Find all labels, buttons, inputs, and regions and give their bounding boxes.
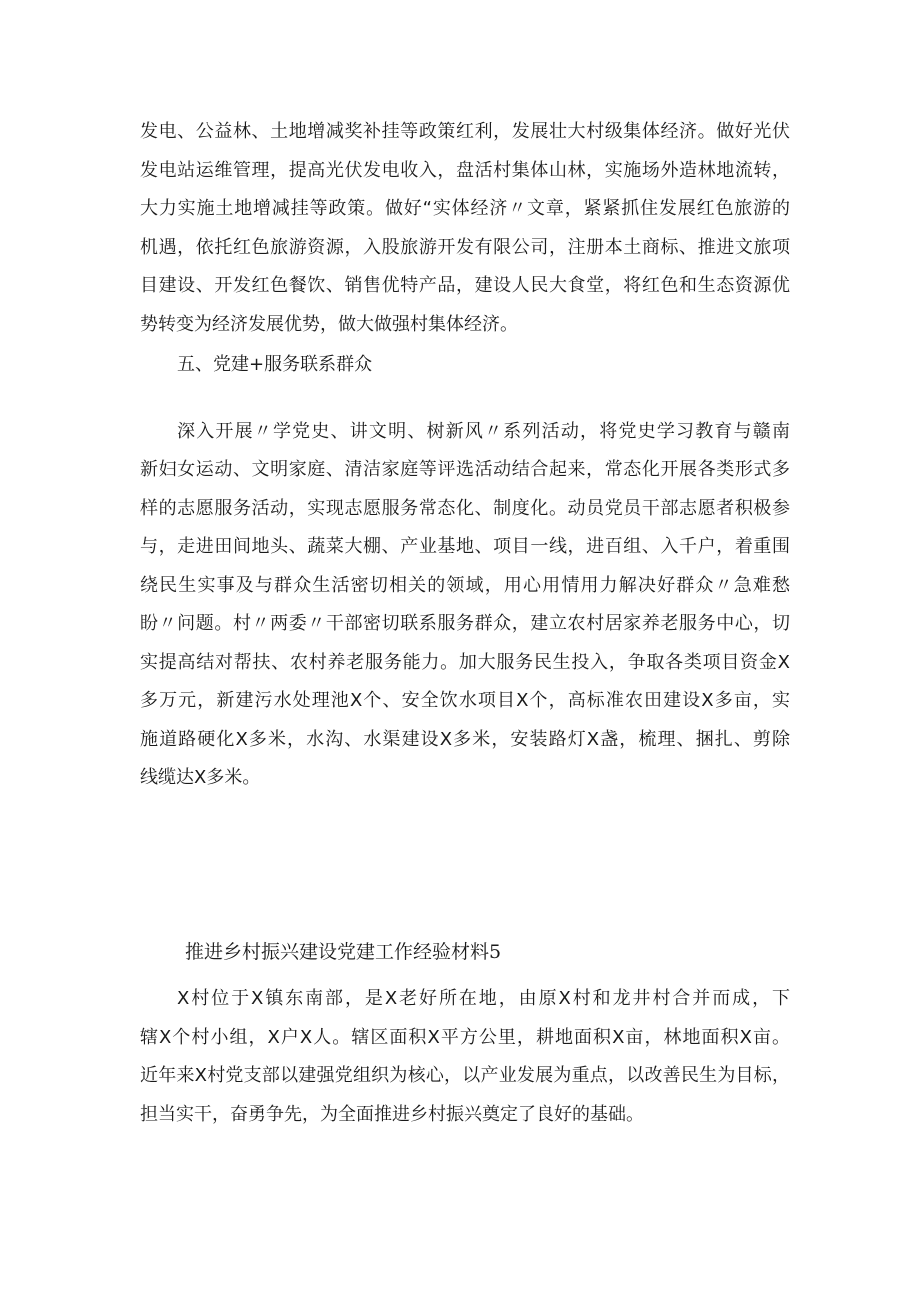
paragraph-line: 线缆达X多米。 xyxy=(140,767,261,788)
paragraph-line: X村位于X镇东南部，是X老好所在地，由原X村和龙井村合并而成，下 xyxy=(177,988,790,1009)
paragraph-line: 新妇女运动、文明家庭、清洁家庭等评选活动结合起来，常态化开展各类形式多 xyxy=(140,459,790,480)
paragraph-village-intro xyxy=(140,980,790,1134)
paragraph-line: 深入开展〃学党史、讲文明、树新风〃系列活动，将党史学习教育与赣南 xyxy=(177,420,790,442)
paragraph-line: 盼〃问题。村〃两委〃干部密切联系服务群众，建立农村居家养老服务中心，切 xyxy=(140,613,790,634)
paragraph-line: 机遇，依托红色旅游资源，入股旅游开发有限公司，注册本土商标、推进文旅项 xyxy=(140,236,790,258)
paragraph-line: 发电、公益林、土地增减奖补挂等政策红利，发展壮大村级集体经济。做好光伏 xyxy=(140,121,790,142)
paragraph-line: 与，走进田间地头、蔬菜大棚、产业基地、项目一线，进百组、入千户，着重围 xyxy=(140,536,790,557)
paragraph-line: 绕民生实事及与群众生活密切相关的领域，用心用情用力解决好群众〃急难愁 xyxy=(140,574,790,596)
paragraph-line: 势转变为经济发展优势，做大做强村集体经济。 xyxy=(140,313,518,335)
paragraph-line: 大力实施土地增减挂等政策。做好“实体经济〃文章，紧紧抓住发展红色旅游的 xyxy=(140,198,790,219)
paragraph-line: 施道路硬化X多米，水沟、水渠建设X多米，安装路灯X盏，梳理、捆扎、剪除 xyxy=(140,728,790,750)
paragraph-line: 辖X个村小组，X户X人。辖区面积X平方公里，耕地面积X亩，林地面积X亩。 xyxy=(140,1026,790,1048)
paragraph-line: 实提高结对帮扶、农村养老服务能力。加大服务民生投入，争取各类项目资金X xyxy=(140,651,790,673)
document-title: 推进乡村振兴建设党建工作经验材料5 xyxy=(185,941,502,963)
paragraph-collective-economy xyxy=(140,113,790,344)
paragraph-line: 目建设、开发红色餐饮、销售优特产品，建设人民大食堂，将红色和生态资源优 xyxy=(140,275,790,296)
paragraph-line: 发电站运维管理，提高光伏发电收入，盘活村集体山林，实施场外造林地流转， xyxy=(140,159,790,181)
paragraph-service-masses xyxy=(140,420,790,798)
paragraph-line: 样的志愿服务活动，实现志愿服务常态化、制度化。动员党员干部志愿者积极参 xyxy=(140,497,790,519)
paragraph-line: 多万元，新建污水处理池X个、安全饮水项目X个，高标准农田建设X多亩，实 xyxy=(140,690,790,711)
section-heading: 五、党建+服务联系群众 xyxy=(177,354,373,375)
paragraph-line: 担当实干，奋勇争先，为全面推进乡村振兴奠定了良好的基础。 xyxy=(140,1103,644,1125)
paragraph-line: 近年来X村党支部以建强党组织为核心，以产业发展为重点，以改善民生为目标， xyxy=(140,1065,790,1086)
